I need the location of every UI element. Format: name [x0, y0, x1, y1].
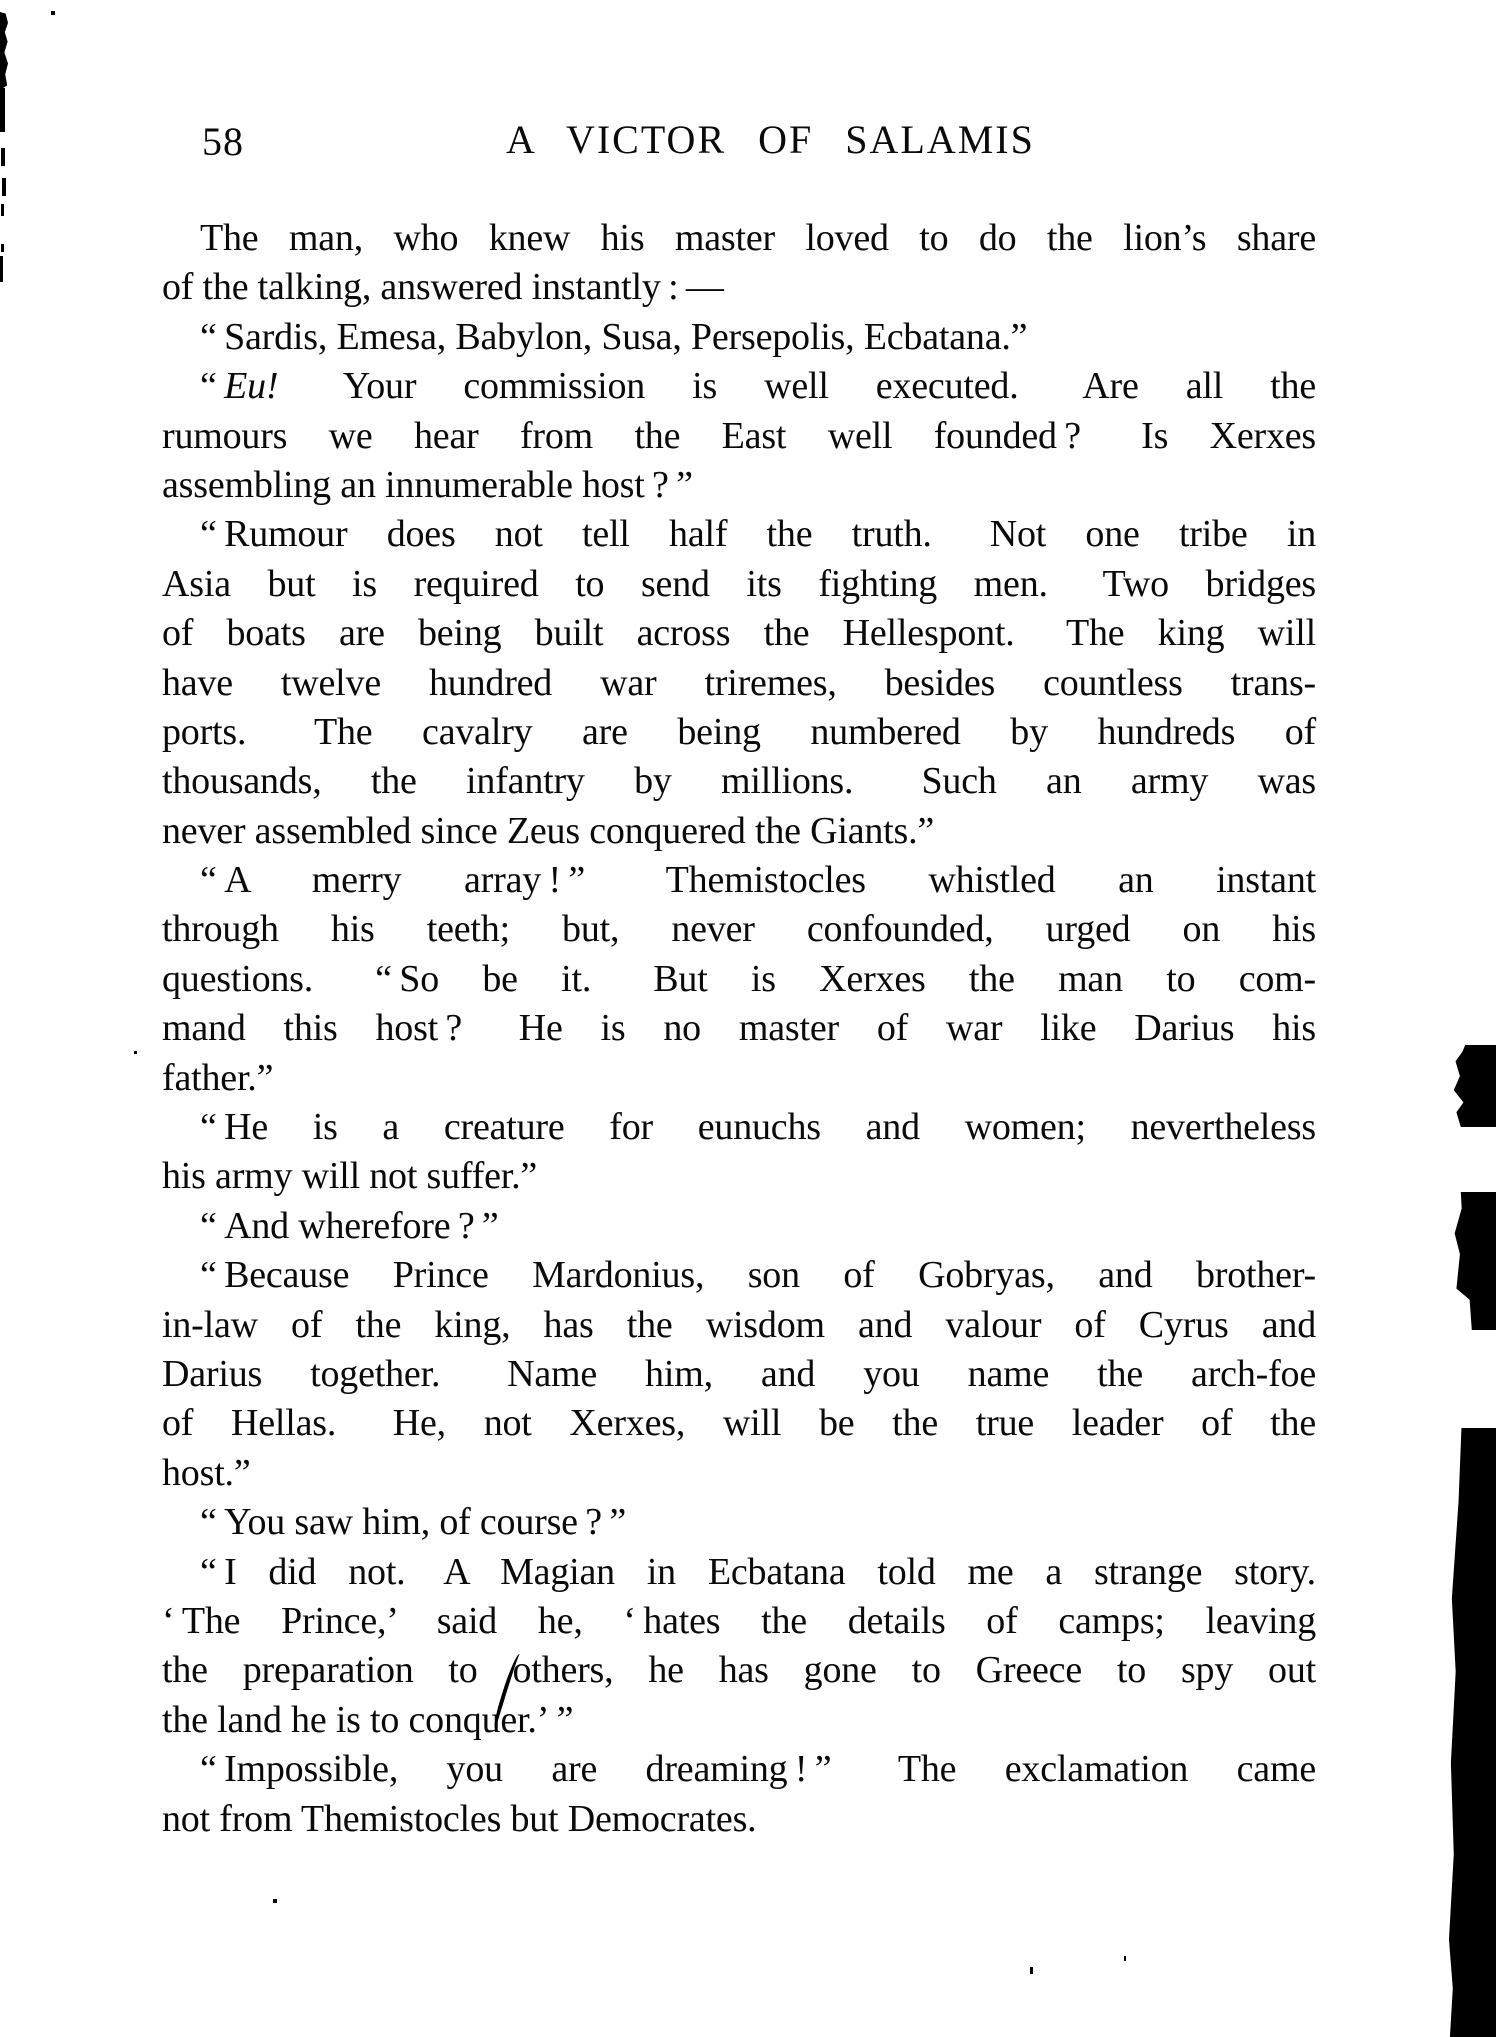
text-segment: the land he is to conquer.’ ”: [162, 1698, 574, 1741]
text-segment: “ Sardis, Emesa, Babylon, Susa, Persepolis, Ecbatana.”: [200, 315, 1028, 358]
text-segment: “ I did not. A Magian in Ecbatana told me a strange story.: [200, 1550, 1316, 1593]
text-line: [162, 659, 1316, 708]
ink-streak-left-2: [0, 88, 5, 132]
text-line: [162, 1251, 1316, 1300]
text-segment: Your commission is well executed. Are all the: [278, 365, 1316, 408]
text-line: [162, 1054, 1316, 1103]
text-line: [162, 1449, 1316, 1498]
text-segment: in-law of the king, has the wisdom and valour of Cyrus and: [162, 1303, 1316, 1346]
text-line: [162, 560, 1316, 609]
text-segment: assembling an innumerable host ? ”: [162, 463, 693, 506]
text-line: [162, 1103, 1316, 1152]
text-line: [162, 214, 1316, 263]
text-segment: host.”: [162, 1451, 251, 1494]
paragraph-5: [162, 856, 1316, 1103]
text-segment: not from Themistocles but Democrates.: [162, 1797, 757, 1840]
ink-dot-bottom-1: [273, 1899, 277, 1903]
body-text-block: [162, 214, 1316, 1844]
text-line: [162, 905, 1316, 954]
ink-blotch-right-2: [1452, 1192, 1496, 1330]
ink-dash-left-3: [1, 148, 5, 166]
text-segment: “ Because Prince Mardonius, son of Gobryas, and brother-: [200, 1254, 1316, 1297]
text-line: [162, 1795, 1316, 1844]
text-segment: ‘ The Prince,’ said he, ‘ hates the details of camps; leaving: [162, 1599, 1316, 1642]
text-line: [162, 609, 1316, 658]
text-line: [162, 1152, 1316, 1201]
text-segment: the preparation to others, he has gone to Greece to spy out: [162, 1649, 1316, 1692]
text-line: [162, 1301, 1316, 1350]
text-segment: through his teeth; but, never confounded, urged on his: [162, 908, 1316, 951]
ink-streak-left-top: [0, 12, 8, 90]
text-line: [162, 313, 1316, 362]
ink-dash-left-7: [0, 256, 3, 282]
text-line: [162, 708, 1316, 757]
text-line: [162, 1399, 1316, 1448]
text-segment: “ He is a creature for eunuchs and women; nevertheless: [200, 1106, 1316, 1149]
text-segment: questions. “ So be it. But is Xerxes the man to com-: [162, 957, 1316, 1000]
text-line: [162, 856, 1316, 905]
text-segment: thousands, the infantry by millions. Such an army was: [162, 760, 1316, 803]
text-segment: rumours we hear from the East well founded ? Is Xerxes: [162, 414, 1316, 457]
text-line: [162, 955, 1316, 1004]
text-segment: “ And wherefore ? ”: [200, 1204, 499, 1247]
text-line: [162, 1597, 1316, 1646]
text-segment: mand this host ? He is no master of war like Darius his: [162, 1007, 1316, 1050]
ink-speck-bottom-3: [1124, 1956, 1126, 1961]
text-segment: “ Impossible, you are dreaming ! ” The exclamation came: [200, 1748, 1316, 1791]
paragraph-8: [162, 1251, 1316, 1498]
text-line: [162, 362, 1316, 411]
text-line: [162, 1202, 1316, 1251]
paragraph-2: [162, 313, 1316, 362]
text-segment: “ Rumour does not tell half the truth. Not one tribe in: [200, 513, 1316, 556]
ink-blotch-right-1: [1452, 1045, 1496, 1127]
ink-dot-margin: [134, 1051, 137, 1054]
paragraph-4: [162, 510, 1316, 856]
text-line: [162, 1646, 1316, 1695]
text-segment: of the talking, answered instantly : —: [162, 266, 724, 309]
text-segment: Darius together. Name him, and you name the arch-foe: [162, 1352, 1316, 1395]
text-line: [162, 757, 1316, 806]
paragraph-9: [162, 1498, 1316, 1547]
text-segment: father.”: [162, 1056, 274, 1099]
paragraph-7: [162, 1202, 1316, 1251]
text-segment: have twelve hundred war triremes, besides countless trans-: [162, 661, 1316, 704]
text-line: [162, 1004, 1316, 1053]
text-segment: “ A merry array ! ” Themistocles whistled an instant: [200, 859, 1316, 902]
page-number: 58: [202, 119, 244, 164]
text-segment: his army will not suffer.”: [162, 1155, 538, 1198]
text-line: [162, 807, 1316, 856]
paragraph-10: [162, 1548, 1316, 1746]
text-line: [162, 263, 1316, 312]
paragraph-6: [162, 1103, 1316, 1202]
text-line: [162, 1745, 1316, 1794]
text-line: [162, 1350, 1316, 1399]
paragraph-11: [162, 1745, 1316, 1844]
ink-dot-top: [51, 11, 55, 15]
text-segment: “: [200, 365, 225, 408]
running-title: A VICTOR OF SALAMIS: [506, 117, 1035, 162]
ink-streak-right-bottom: [1448, 1428, 1496, 2037]
text-segment: of Hellas. He, not Xerxes, will be the true leader of the: [162, 1402, 1316, 1445]
text-segment: The man, who knew his master loved to do the lion’s share: [200, 217, 1316, 259]
text-segment: Asia but is required to send its fighting men. Two bridges: [162, 562, 1316, 605]
paragraph-1: [162, 214, 1316, 313]
text-line: [162, 1498, 1316, 1547]
text-line: [162, 1696, 1316, 1745]
text-line: [162, 1548, 1316, 1597]
text-segment: of boats are being built across the Hellespont. The king will: [162, 612, 1316, 655]
text-segment: ports. The cavalry are being numbered by hundreds of: [162, 710, 1316, 753]
ink-dash-left-4: [2, 178, 6, 196]
ink-speck-bottom-2: [1030, 1967, 1033, 1974]
ink-dot-left-6: [1, 244, 4, 252]
text-segment: never assembled since Zeus conquered the Giants.”: [162, 809, 935, 852]
paragraph-3: [162, 362, 1316, 510]
text-line: [162, 510, 1316, 559]
italic-text: Eu!: [224, 365, 279, 408]
text-line: [162, 461, 1316, 510]
text-line: [162, 412, 1316, 461]
ink-dash-left-5: [1, 204, 4, 216]
text-segment: “ You saw him, of course ? ”: [200, 1501, 627, 1544]
